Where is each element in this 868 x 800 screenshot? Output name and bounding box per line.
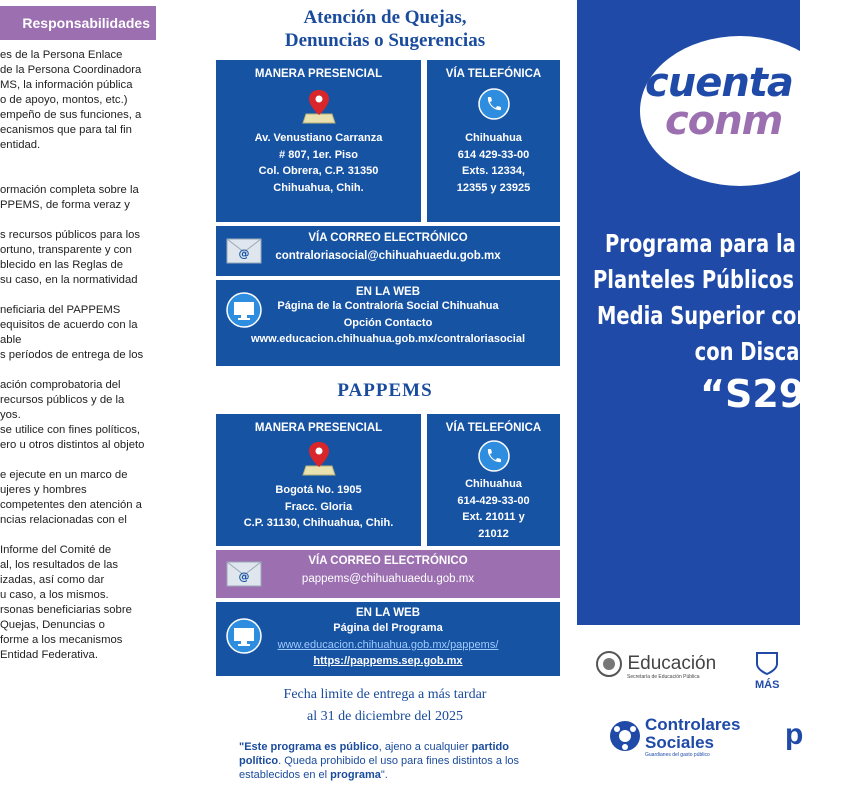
shield-icon [755,650,779,676]
text-line: Chihuahua [465,478,522,490]
responsibility-line: o de apoyo, montos, etc.) [0,94,128,106]
program-line-3: Media Superior con E [597,301,831,330]
responsibility-line: ortuno, transparente y con [0,244,132,256]
computer-icon [226,292,262,328]
pappems-title: PAPPEMS [337,380,433,401]
text-line: C.P. 31130, Chihuahua, Chih. [243,517,394,529]
responsibility-line: es de la Persona Enlace [0,49,123,61]
responsibility-line: su caso, en la normatividad [0,274,138,286]
responsibilities-text [0,48,156,663]
notice-text: "Este programa es público, ajeno a cualquier partido político. Queda prohibido el uso para fines distintos a los establecidos en el programa". [239,741,520,781]
responsibility-line: equisitos de acuerdo con la [0,319,138,331]
pappems-phone-box: VÍA TELEFÓNICA Chihuahua 614-429-33-00 Ext. 21011 y 21012 [427,414,560,546]
deadline-text: Fecha limite de entrega a más tardar al 31 de diciembre del 2025 [283,687,487,724]
phone-icon [478,440,510,472]
responsibility-line: able [0,334,22,346]
computer-icon [226,618,262,654]
text-line: 614 429-33-00 [457,148,530,161]
responsibility-line: blecido en las Reglas de [0,259,124,271]
responsibility-line: MS, la información pública [0,79,133,91]
contraloria-email-box: @ VÍA CORREO ELECTRÓNICO contraloriasocial@chihuahuaedu.gob.mx [216,226,560,276]
responsibility-line: Entidad Federativa. [0,649,98,661]
svg-text:@: @ [238,570,250,583]
responsibility-line: competentes den atención a [0,499,142,511]
responsibility-line: ación comprobatoria del [0,379,121,391]
responsibilities-panel [0,0,195,800]
responsibility-line: ecanismos que para tal fin [0,124,132,136]
cover-panel [577,0,857,800]
text-line: Chihuahua [465,132,522,144]
responsibility-line: forme a los mecanismos [0,634,123,646]
responsibility-line [0,363,156,378]
responsibility-line: izadas, así como dar [0,574,105,586]
program-line-4: con Discapac [694,337,839,366]
text-line: Exts. 12334, [462,165,525,177]
responsibility-line: neficiaria del PAPPEMS [0,304,121,316]
pappems-web-link[interactable]: www.educacion.chihuahua.gob.mx/pappems/ [277,638,499,651]
responsibility-line: Informe del Comité de [0,544,112,556]
responsibility-line [0,528,156,543]
text-line: 614-429-33-00 [457,494,530,507]
svg-text:@: @ [238,247,250,260]
responsibility-line [0,153,156,168]
contraloria-phone-box: VÍA TELEFÓNICA Chihuahua 614 429-33-00 Exts. 12334, 12355 y 23925 [427,60,560,222]
text-line: 21012 [478,527,509,540]
responsibility-line: rsonas beneficiarias sobre [0,604,132,616]
responsibility-line: de la Persona Coordinadora [0,64,142,76]
text-line: Opción Contacto [343,316,433,329]
responsibility-line: PPEMS, de forma veraz y [0,199,130,211]
map-pin-icon [302,440,336,476]
responsibility-line: ncias relacionadas con el [0,514,127,526]
responsibility-line: e ejecute en un marco de [0,469,128,481]
responsibility-line: ujeres y hombres [0,484,87,496]
complaints-title: Atención de Quejas, Denuncias o Sugerencias [284,7,486,51]
text-line: Chihuahua, Chih. [273,181,364,194]
program-line-2: Planteles Públicos d [593,265,815,294]
text-line: Página de la Contraloría Social Chihuahua [277,300,499,312]
text-line: Av. Venustiano Carranza [254,132,383,144]
responsibility-line: s recursos públicos para los [0,229,141,241]
responsibility-line: se utilice con fines políticos, [0,424,141,436]
complaints-panel [195,0,575,800]
education-logo: Educación Secretaría de Educación Pública [595,650,716,680]
logo-text-cuenta: cuenta [645,60,793,106]
text-line: 12355 y 23925 [456,181,531,194]
text-line: # 807, 1er. Piso [279,148,358,161]
email-icon [226,559,262,589]
responsibility-line [0,288,156,303]
responsibility-line: yos. [0,409,21,421]
program-code: “S298” [700,372,857,416]
text-line: Col. Obrera, C.P. 31350 [258,165,379,177]
seal-icon [595,650,623,678]
phone-icon [478,88,510,120]
text-line: www.educacion.chihuahua.gob.mx/contraloriasocial [250,333,526,345]
contraloria-logo: Controlares Sociales Guardianes del gasto público [609,716,740,758]
responsibilities-header: Responsabilidades [0,6,156,40]
contraloria-presencial-box: MANERA PRESENCIAL Av. Venustiano Carranza # 807, 1er. Piso Col. Obrera, C.P. 31350 Chihuahua, Chih. [216,60,421,222]
pappems-email-box: @ VÍA CORREO ELECTRÓNICO pappems@chihuahuaedu.gob.mx [216,550,560,598]
contraloria-web-box: EN LA WEB Página de la Contraloría Social Chihuahua Opción Contacto www.educacion.chihuahua.gob.mx/contraloriasocial [216,280,560,366]
pappems-sep-link[interactable]: https://pappems.sep.gob.mx [313,655,463,667]
responsibility-line [0,453,156,468]
pappems-presencial-box: MANERA PRESENCIAL Bogotá No. 1905 Fracc. Gloria C.P. 31130, Chihuahua, Chih. [216,414,421,546]
responsibility-line: empeño de sus funciones, a [0,109,142,121]
program-line-1: Programa para la At [605,229,828,258]
logo-text-conm: conm [665,98,783,144]
mas-logo: MÁS [755,650,800,694]
text-line: Bogotá No. 1905 [275,484,362,496]
responsibility-line: al, los resultados de las [0,559,119,571]
responsibility-line [0,168,156,183]
responsibility-line: recursos públicos y de la [0,394,125,406]
p-logo: p [785,718,804,751]
pappems-web-box: EN LA WEB Página del Programa www.educacion.chihuahua.gob.mx/pappems/ https://pappems.sep.gob.mx [216,602,560,676]
responsibility-line: ero u otros distintos al objeto [0,439,145,451]
responsibility-line: u caso, a los mismos. [0,589,109,601]
responsibility-line: s períodos de entrega de los [0,349,144,361]
responsibility-line: entidad. [0,139,41,151]
contraloria-emblem-icon [609,720,641,752]
email-icon [226,236,262,266]
responsibility-line [0,213,156,228]
text-line: Fracc. Gloria [284,500,353,513]
responsibility-line: Quejas, Denuncias o [0,619,105,631]
text-line: Ext. 21011 y [462,511,525,523]
map-pin-icon [302,88,336,124]
responsibility-line: ormación completa sobre la [0,184,139,196]
